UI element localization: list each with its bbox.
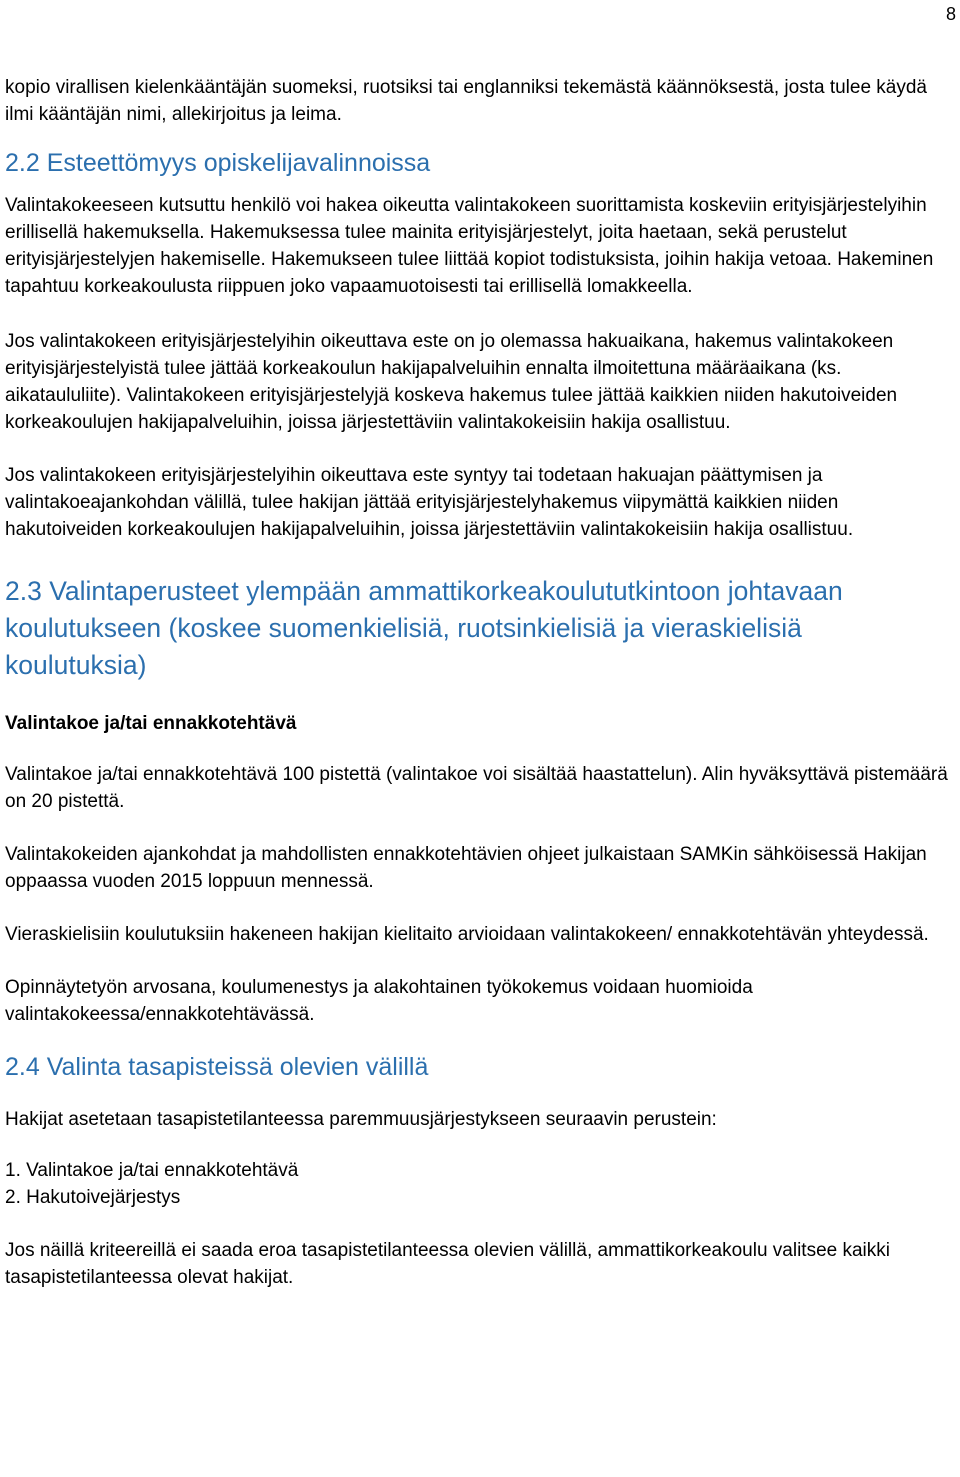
section-2-3-heading: 2.3 Valintaperusteet ylempään ammattikorkeakoulututkintoon johtavaan koulutukseen (koskee suomenkielisiä, ruotsinkielisiä ja vieraskielisiä koulutuksia)	[5, 576, 843, 680]
section-2-3-subheading: Valintakoe ja/tai ennakkotehtävä	[5, 713, 297, 734]
document-body	[5, 74, 950, 1291]
section-2-3-paragraph-3: Vieraskielisiin koulutuksiin hakeneen hakijan kielitaito arvioidaan valintakokeen/ ennakkotehtävän yhteydessä.	[5, 924, 929, 945]
section-2-2-paragraph-3: Jos valintakokeen erityisjärjestelyihin oikeuttava este syntyy tai todetaan hakuajan päättymisen ja valintakoeajankohdan välillä, tulee hakijan jättää erityisjärjestelyhakemus viipymättä kaikkien niiden hakutoiveiden korkeakoulujen hakijapalveluihin, joissa järjestettäviin valintakokeisiin hakija osallistuu.	[5, 465, 854, 540]
section-2-4-closing: Jos näillä kriteereillä ei saada eroa tasapistetilanteessa olevien välillä, ammattikorkeakoulu valitsee kaikki tasapistetilanteessa olevat hakijat.	[5, 1240, 891, 1288]
tiebreak-criteria-list	[5, 1157, 950, 1211]
page-number: 8	[945, 4, 956, 24]
list-item: 1. Valintakoe ja/tai ennakkotehtävä	[5, 1160, 299, 1181]
section-2-2-paragraph-2: Jos valintakokeen erityisjärjestelyihin oikeuttava este on jo olemassa hakuaikana, hakemus valintakokeen erityisjärjestelyistä tulee jättää korkeakoulun hakijapalveluihin ennalta ilmoitettuna määräaikana (ks. aikataululiite). Valintakokeen erityisjärjestelyjä koskeva hakemus tulee jättää kaikkien niiden hakutoiveiden korkeakoulujen hakijapalveluihin, joissa järjestettäviin valintakokeisiin hakija osallistuu.	[5, 331, 898, 433]
section-2-4-heading: 2.4 Valinta tasapisteissä olevien välillä	[5, 1053, 429, 1081]
section-2-3-paragraph-2: Valintakokeiden ajankohdat ja mahdollisten ennakkotehtävien ohjeet julkaistaan SAMKin sähköisessä Hakijan oppaassa vuoden 2015 loppuun mennessä.	[5, 844, 927, 892]
list-item: 2. Hakutoivejärjestys	[5, 1187, 181, 1208]
section-2-3-paragraph-1: Valintakoe ja/tai ennakkotehtävä 100 pistettä (valintakoe voi sisältää haastattelun). Alin hyväksyttävä pistemäärä on 20 pistettä.	[5, 764, 948, 812]
section-2-2-heading: 2.2 Esteettömyys opiskelijavalinnoissa	[5, 149, 431, 177]
section-2-4-intro: Hakijat asetetaan tasapistetilanteessa paremmuusjärjestykseen seuraavin perustein:	[5, 1109, 717, 1130]
section-2-2-paragraph-1: Valintakokeeseen kutsuttu henkilö voi hakea oikeutta valintakokeen suorittamista koskeviin erityisjärjestelyihin erillisellä hakemuksella. Hakemuksessa tulee mainita erityisjärjestelyt, joita haetaan, sekä perustelut erityisjärjestelyjen hakemiselle. Hakemukseen tulee liittää kopiot todistuksista, joihin hakija vetoaa. Hakeminen tapahtuu korkeakoulusta riippuen joko vapaamuotoisesti tai erillisellä lomakkeella.	[5, 195, 934, 297]
section-2-3-paragraph-4: Opinnäytetyön arvosana, koulumenestys ja alakohtainen työkokemus voidaan huomioida valintakokeessa/ennakkotehtävässä.	[5, 977, 753, 1025]
intro-continuation: kopio virallisen kielenkääntäjän suomeksi, ruotsiksi tai englanniksi tekemästä käännöksestä, josta tulee käydä ilmi kääntäjän nimi, allekirjoitus ja leima.	[5, 77, 928, 125]
